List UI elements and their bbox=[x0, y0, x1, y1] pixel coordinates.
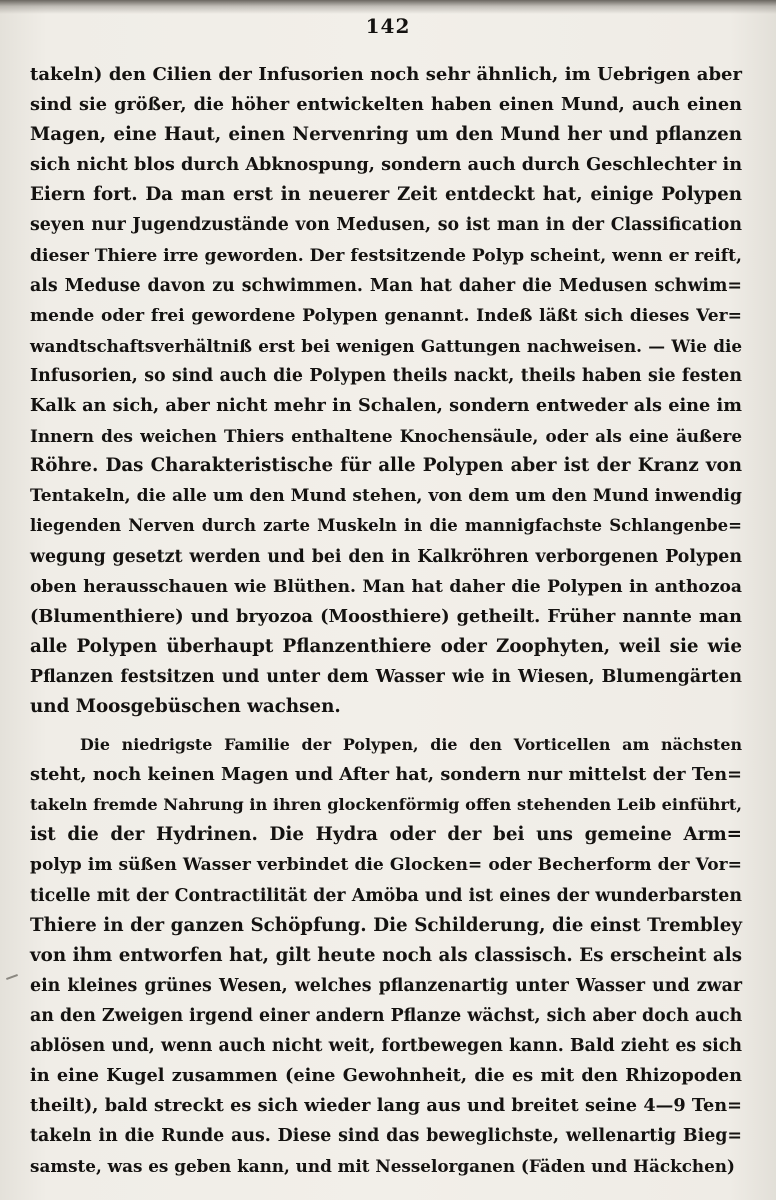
text-line: ablösen und, wenn auch nicht weit, fortbewegen kann. Bald zieht es sich bbox=[30, 1036, 742, 1056]
text-line: Röhre. Das Charakteristische für alle Polypen aber ist der Kranz von bbox=[30, 455, 742, 477]
text-line: takeln in die Runde aus. Diese sind das beweglichste, wellenartig Bieg= bbox=[30, 1126, 742, 1147]
text-line: oben herausschauen wie Blüthen. Man hat daher die Polypen in anthozoa bbox=[30, 576, 742, 597]
text-line: wegung gesetzt werden und bei den in Kalkröhren verborgenen Polypen bbox=[30, 546, 742, 567]
text-line: sich nicht blos durch Abknospung, sondern auch durch Geschlechter in bbox=[30, 154, 743, 176]
text-line: seyen nur Jugendzustände von Medusen, so ist man in der Classification bbox=[30, 215, 742, 236]
text-line: sind sie größer, die höher entwickelten haben einen Mund, auch einen bbox=[30, 94, 742, 116]
body-text bbox=[30, 60, 742, 1181]
page-number: 142 bbox=[365, 14, 411, 38]
text-line: Eiern fort. Da man erst in neuerer Zeit entdeckt hat, einige Polypen bbox=[30, 184, 742, 206]
text-line: ticelle mit der Contractilität der Amöba und ist eines der wunderbarsten bbox=[30, 885, 742, 906]
text-line: samste, was es geben kann, und mit Nesselorganen (Fäden und Häckchen) bbox=[30, 1156, 735, 1177]
page-edge-shadow bbox=[0, 0, 776, 14]
text-line: Magen, eine Haut, einen Nervenring um den Mund her und pflanzen bbox=[30, 124, 742, 146]
text-line: Infusorien, so sind auch die Polypen theils nackt, theils haben sie festen bbox=[30, 365, 742, 386]
text-line: dieser Thiere irre geworden. Der festsitzende Polyp scheint, wenn er reift, bbox=[30, 245, 742, 266]
text-line: ein kleines grünes Wesen, welches pflanzenartig unter Wasser und zwar bbox=[30, 975, 742, 996]
text-line: wandtschaftsverhältniß erst bei wenigen Gattungen nachweisen. — Wie die bbox=[30, 335, 742, 356]
text-line: Kalk an sich, aber nicht mehr in Schalen, sondern entweder als eine im bbox=[30, 395, 742, 417]
text-line: an den Zweigen irgend einer andern Pflanze wächst, sich aber doch auch bbox=[30, 1005, 743, 1026]
text-line: Thiere in der ganzen Schöpfung. Die Schilderung, die einst Trembley bbox=[30, 914, 742, 936]
text-line: takeln) den Cilien der Infusorien noch sehr ähnlich, im Uebrigen aber bbox=[30, 64, 742, 85]
text-line: als Meduse davon zu schwimmen. Man hat daher die Medusen schwim= bbox=[30, 275, 742, 296]
margin-pencil-mark bbox=[6, 974, 18, 980]
text-line: takeln fremde Nahrung in ihren glockenförmig offen stehenden Leib einführt, bbox=[30, 795, 742, 815]
text-line: Innern des weichen Thiers enthaltene Knochensäule, oder als eine äußere bbox=[30, 426, 742, 447]
text-line: mende oder frei gewordene Polypen genannt. Indeß läßt sich dieses Ver= bbox=[30, 305, 742, 326]
text-line: theilt), bald streckt es sich wieder lang aus und breitet seine 4—9 Ten= bbox=[30, 1095, 742, 1117]
text-line: steht, noch keinen Magen und After hat, sondern nur mittelst der Ten= bbox=[30, 764, 742, 786]
text-line: Die niedrigste Familie der Polypen, die den Vorticellen am nächsten bbox=[80, 735, 742, 755]
text-line: Tentakeln, die alle um den Mund stehen, von dem um den Mund inwendig bbox=[30, 486, 742, 507]
text-line: ist die der Hydrinen. Die Hydra oder der bei uns gemeine Arm= bbox=[30, 824, 742, 846]
text-line: (Blumenthiere) und bryozoa (Moosthiere) getheilt. Früher nannte man bbox=[30, 605, 742, 627]
paragraph-gap bbox=[30, 722, 742, 730]
text-line: von ihm entworfen hat, gilt heute noch als classisch. Es erscheint als bbox=[30, 944, 742, 966]
text-line: liegenden Nerven durch zarte Muskeln in die mannigfachste Schlangenbe= bbox=[30, 516, 742, 536]
text-line: alle Polypen überhaupt Pflanzenthiere oder Zoophyten, weil sie wie bbox=[30, 635, 742, 657]
text-line: und Moosgebüschen wachsen. bbox=[30, 695, 341, 717]
text-line: polyp im süßen Wasser verbindet die Glocken= oder Becherform der Vor= bbox=[30, 855, 742, 876]
text-line: in eine Kugel zusammen (eine Gewohnheit, die es mit den Rhizopoden bbox=[30, 1065, 742, 1087]
text-line: Pflanzen festsitzen und unter dem Wasser wie in Wiesen, Blumengärten bbox=[30, 666, 742, 687]
